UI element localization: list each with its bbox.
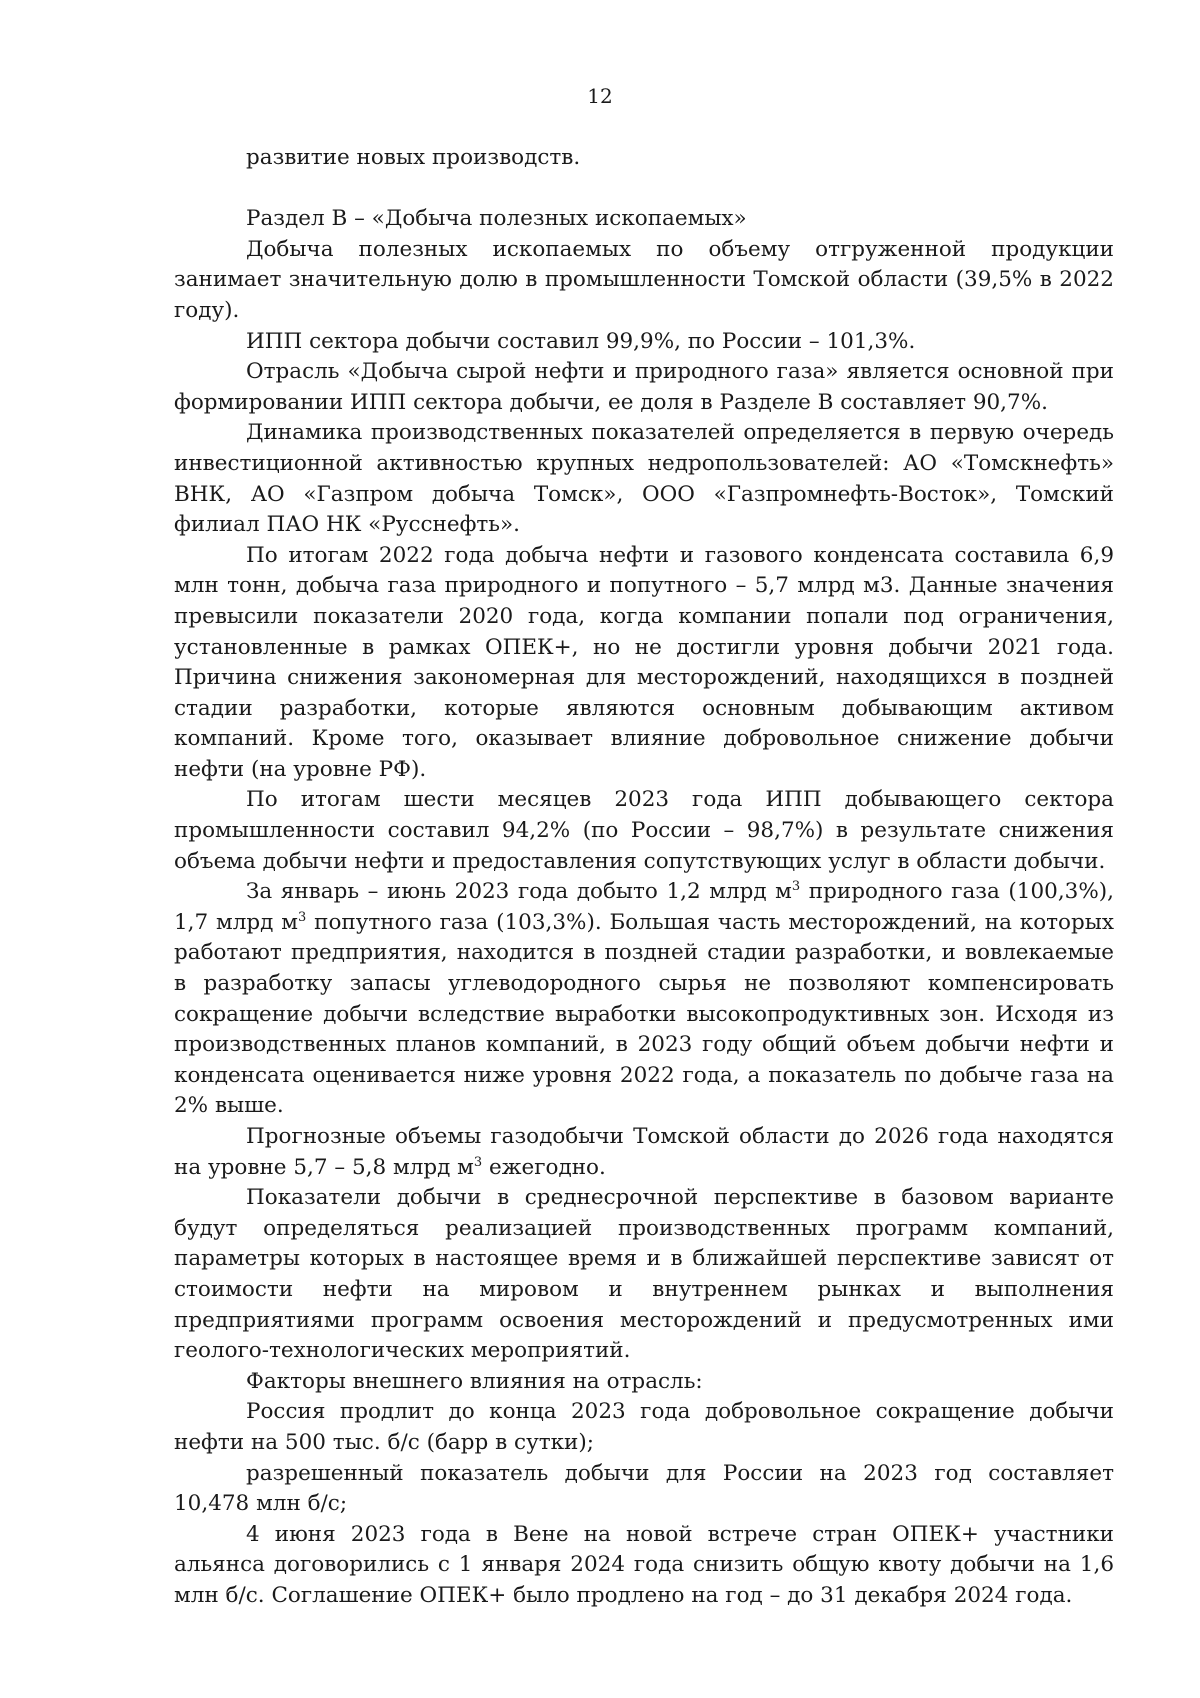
superscript: 3 <box>791 879 801 895</box>
paragraph <box>174 1122 1114 1183</box>
paragraph <box>174 877 1114 1122</box>
superscript: 3 <box>473 1154 483 1170</box>
paragraph: По итогам шести месяцев 2023 года ИПП добывающего сектора промышленности составил 94,2% (по России – 98,7%) в результате снижения объема добычи нефти и предоставления сопутствующих услуг в области добычи. <box>174 787 1114 874</box>
paragraph: ИПП сектора добычи составил 99,9%, по России – 101,3%. <box>246 328 916 354</box>
paragraph: Показатели добычи в среднесрочной перспективе в базовом варианте будут определяться реализацией производственных программ компаний, параметры которых в настоящее время и в ближайшей перспективе зависят от стоимости нефти на мировом и внутреннем рынках и выполнения предприятиями программ освоения месторождений и предусмотренных ими геолого-технологических мероприятий. <box>174 1185 1114 1364</box>
paragraph-continuation: развитие новых производств. <box>246 145 581 170</box>
text-fragment: попутного газа (103,3%). Большая часть месторождений, на которых работают предприятия, находится в поздней стадии разработки, и вовлекаемые в разработку запасы углеводородного сырья не позволяют компенсировать сокращение добычи вследствие выработки высокопродуктивных зон. Исходя из производственных планов компаний, в 2023 году общий объем добычи нефти и конденсата оценивается ниже уровня 2022 года, а показатель по добыче газа на 2% выше. <box>174 909 1115 1119</box>
paragraph: По итогам 2022 года добыча нефти и газового конденсата составила 6,9 млн тонн, добыча газа природного и попутного – 5,7 млрд м3. Данные значения превысили показатели 2020 года, когда компании попали под ограничения, установленные в рамках ОПЕК+, но не достигли уровня добычи 2021 года. Причина снижения закономерная для месторождений, находящихся в поздней стадии разработки, которые являются основным добывающим активом компаний. Кроме того, оказывает влияние добровольное снижение добычи нефти (на уровне РФ). <box>174 542 1114 782</box>
paragraph: 4 июня 2023 года в Вене на новой встрече стран ОПЕК+ участники альянса договорились с 1 января 2024 года снизить общую квоту добычи на 1,6 млн б/с. Соглашение ОПЕК+ было продлено на год – до 31 декабря 2024 года. <box>174 1521 1114 1608</box>
text-fragment: Прогнозные объемы газодобычи Томской области до 2026 года находятся на уровне 5,7 – 5,8 млрд м <box>174 1124 1114 1180</box>
section-heading: Раздел В – «Добыча полезных ископаемых» <box>246 206 747 232</box>
paragraph: Факторы внешнего влияния на отрасль: <box>246 1368 703 1394</box>
paragraph: Динамика производственных показателей определяется в первую очередь инвестиционной активностью крупных недропользователей: АО «Томскнефть» ВНК, АО «Газпром добыча Томск», ООО «Газпромнефть-Восток», Томский филиал ПАО НК «Русснефть». <box>174 420 1114 538</box>
paragraph: разрешенный показатель добычи для России на 2023 год составляет 10,478 млн б/с; <box>174 1460 1114 1517</box>
document-body <box>174 143 1114 1612</box>
text-fragment: природного газа (100,3%), 1,7 млрд м <box>174 879 1114 935</box>
paragraph: Добыча полезных ископаемых по объему отгруженной продукции занимает значительную долю в промышленности Томской области (39,5% в 2022 году). <box>174 236 1114 323</box>
text-fragment: За январь – июнь 2023 года добыто 1,2 млрд м <box>246 879 792 905</box>
superscript: 3 <box>298 909 307 925</box>
text-fragment: ежегодно. <box>482 1154 606 1180</box>
page-number: 12 <box>587 84 613 108</box>
paragraph: Россия продлит до конца 2023 года добровольное сокращение добычи нефти на 500 тыс. б/с (барр в сутки); <box>174 1399 1114 1455</box>
paragraph: Отрасль «Добыча сырой нефти и природного газа» является основной при формировании ИПП сектора добычи, ее доля в Разделе В составляет 90,7%. <box>174 359 1114 415</box>
